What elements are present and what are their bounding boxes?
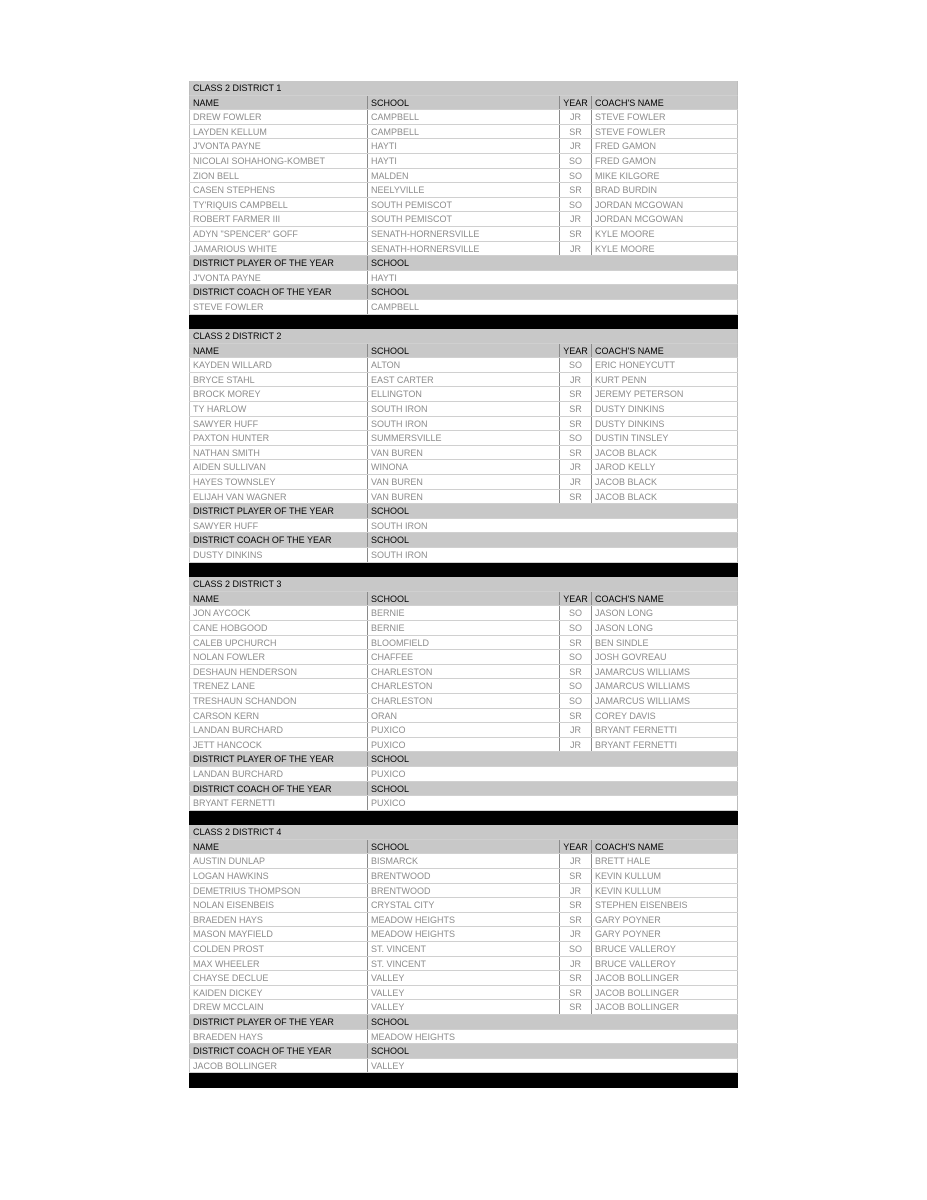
player-coach: JACOB BOLLINGER — [592, 986, 738, 1000]
player-school: MEADOW HEIGHTS — [368, 927, 560, 941]
player-name: CANE HOBGOOD — [189, 621, 368, 635]
player-name: HAYES TOWNSLEY — [189, 475, 368, 489]
table-row — [189, 1000, 738, 1015]
table-row — [189, 227, 738, 242]
player-coach: JACOB BLACK — [592, 475, 738, 489]
player-coach: DUSTY DINKINS — [592, 417, 738, 431]
player-school: SOUTH IRON — [368, 402, 560, 416]
table-row — [189, 373, 738, 388]
player-school: CAMPBELL — [368, 125, 560, 139]
district-section — [189, 329, 738, 577]
player-school: VALLEY — [368, 1000, 560, 1014]
player-school: WINONA — [368, 460, 560, 474]
district-section — [189, 577, 738, 825]
player-coach: DUSTIN TINSLEY — [592, 431, 738, 445]
table-row — [189, 387, 738, 402]
column-header-row — [189, 344, 738, 359]
table-row — [189, 242, 738, 257]
player-year: JR — [560, 460, 592, 474]
district-title-row — [189, 825, 738, 840]
player-coach: JORDAN MCGOWAN — [592, 198, 738, 212]
player-year: SR — [560, 898, 592, 912]
player-school: MALDEN — [368, 169, 560, 183]
table-row — [189, 198, 738, 213]
player-school: MEADOW HEIGHTS — [368, 913, 560, 927]
coach-of-year-school-label: SCHOOL — [368, 285, 738, 299]
player-coach: BRUCE VALLEROY — [592, 957, 738, 971]
player-coach: JACOB BOLLINGER — [592, 971, 738, 985]
section-divider-bar — [189, 1073, 738, 1088]
player-of-year-row — [189, 767, 738, 782]
player-year: SO — [560, 431, 592, 445]
table-row — [189, 738, 738, 753]
table-row — [189, 854, 738, 869]
player-year: SO — [560, 358, 592, 372]
player-of-year-school: SOUTH IRON — [368, 519, 738, 533]
player-year: SO — [560, 679, 592, 693]
player-name: DEMETRIUS THOMPSON — [189, 884, 368, 898]
player-school: SOUTH PEMISCOT — [368, 198, 560, 212]
column-header-row — [189, 840, 738, 855]
player-of-year-name: LANDAN BURCHARD — [189, 767, 368, 781]
player-of-year-row — [189, 519, 738, 534]
player-year: SO — [560, 169, 592, 183]
table-row — [189, 446, 738, 461]
player-name: PAXTON HUNTER — [189, 431, 368, 445]
player-school: VAN BUREN — [368, 490, 560, 504]
player-year: JR — [560, 212, 592, 226]
player-name: ELIJAH VAN WAGNER — [189, 490, 368, 504]
player-name: BRYCE STAHL — [189, 373, 368, 387]
player-year: JR — [560, 373, 592, 387]
player-name: CALEB UPCHURCH — [189, 636, 368, 650]
player-year: SR — [560, 1000, 592, 1014]
player-name: CARSON KERN — [189, 709, 368, 723]
player-name: JON AYCOCK — [189, 606, 368, 620]
player-coach: GARY POYNER — [592, 913, 738, 927]
player-name: COLDEN PROST — [189, 942, 368, 956]
table-row — [189, 723, 738, 738]
coach-of-year-row — [189, 796, 738, 811]
player-of-year-name: SAWYER HUFF — [189, 519, 368, 533]
player-year: SR — [560, 387, 592, 401]
player-school: CRYSTAL CITY — [368, 898, 560, 912]
player-of-year-label: DISTRICT PLAYER OF THE YEAR — [189, 256, 368, 270]
table-row — [189, 898, 738, 913]
player-of-year-school: PUXICO — [368, 767, 738, 781]
table-row — [189, 139, 738, 154]
table-row — [189, 694, 738, 709]
player-school: ST. VINCENT — [368, 942, 560, 956]
player-year: SR — [560, 986, 592, 1000]
coach-of-year-label: DISTRICT COACH OF THE YEAR — [189, 533, 368, 547]
player-name: DREW MCCLAIN — [189, 1000, 368, 1014]
player-name: CHAYSE DECLUE — [189, 971, 368, 985]
player-year: SR — [560, 417, 592, 431]
table-row — [189, 942, 738, 957]
table-row — [189, 971, 738, 986]
district-title-row — [189, 81, 738, 96]
player-year: SR — [560, 913, 592, 927]
player-of-year-school-label: SCHOOL — [368, 752, 738, 766]
player-coach: JACOB BOLLINGER — [592, 1000, 738, 1014]
header-coach: COACH'S NAME — [592, 840, 738, 854]
table-row — [189, 665, 738, 680]
player-year: SR — [560, 636, 592, 650]
player-school: BLOOMFIELD — [368, 636, 560, 650]
player-year: JR — [560, 927, 592, 941]
player-year: JR — [560, 854, 592, 868]
player-name: LANDAN BURCHARD — [189, 723, 368, 737]
table-row — [189, 402, 738, 417]
player-coach: KYLE MOORE — [592, 227, 738, 241]
player-coach: JACOB BLACK — [592, 446, 738, 460]
player-coach: MIKE KILGORE — [592, 169, 738, 183]
player-coach: JEREMY PETERSON — [592, 387, 738, 401]
player-year: SO — [560, 154, 592, 168]
player-coach: JAROD KELLY — [592, 460, 738, 474]
player-of-year-name: J'VONTA PAYNE — [189, 271, 368, 285]
table-row — [189, 417, 738, 432]
table-row — [189, 490, 738, 505]
header-year: YEAR — [560, 592, 592, 606]
header-school: SCHOOL — [368, 840, 560, 854]
player-year: JR — [560, 723, 592, 737]
player-year: SR — [560, 971, 592, 985]
header-coach: COACH'S NAME — [592, 592, 738, 606]
player-year: SO — [560, 621, 592, 635]
player-school: BRENTWOOD — [368, 869, 560, 883]
player-coach: BRYANT FERNETTI — [592, 723, 738, 737]
table-row — [189, 475, 738, 490]
player-school: NEELYVILLE — [368, 183, 560, 197]
player-year: SR — [560, 869, 592, 883]
player-coach: STEVE FOWLER — [592, 110, 738, 124]
header-school: SCHOOL — [368, 96, 560, 110]
coach-of-year-header — [189, 533, 738, 548]
player-name: NATHAN SMITH — [189, 446, 368, 460]
player-year: SO — [560, 942, 592, 956]
player-name: TY HARLOW — [189, 402, 368, 416]
coach-of-year-header — [189, 285, 738, 300]
player-school: ELLINGTON — [368, 387, 560, 401]
player-school: BRENTWOOD — [368, 884, 560, 898]
table-row — [189, 183, 738, 198]
player-school: SENATH-HORNERSVILLE — [368, 227, 560, 241]
player-year: SO — [560, 694, 592, 708]
player-of-year-header — [189, 752, 738, 767]
player-year: JR — [560, 738, 592, 752]
coach-of-year-label: DISTRICT COACH OF THE YEAR — [189, 285, 368, 299]
player-school: CHAFFEE — [368, 650, 560, 664]
header-school: SCHOOL — [368, 344, 560, 358]
district-title: CLASS 2 DISTRICT 2 — [193, 331, 282, 342]
player-of-year-row — [189, 1030, 738, 1045]
player-school: CHARLESTON — [368, 665, 560, 679]
player-of-year-header — [189, 1015, 738, 1030]
column-header-row — [189, 96, 738, 111]
table-row — [189, 358, 738, 373]
player-coach: JASON LONG — [592, 606, 738, 620]
player-school: CAMPBELL — [368, 110, 560, 124]
table-row — [189, 913, 738, 928]
player-coach: KEVIN KULLUM — [592, 869, 738, 883]
player-coach: BRYANT FERNETTI — [592, 738, 738, 752]
coach-of-year-school: PUXICO — [368, 796, 738, 810]
player-name: JAMARIOUS WHITE — [189, 242, 368, 256]
player-coach: FRED GAMON — [592, 139, 738, 153]
district-title: CLASS 2 DISTRICT 4 — [193, 827, 282, 838]
district-section — [189, 81, 738, 329]
player-school: ST. VINCENT — [368, 957, 560, 971]
player-of-year-header — [189, 504, 738, 519]
player-coach: JAMARCUS WILLIAMS — [592, 679, 738, 693]
coach-of-year-school-label: SCHOOL — [368, 782, 738, 796]
player-year: SR — [560, 125, 592, 139]
coach-of-year-name: STEVE FOWLER — [189, 300, 368, 314]
player-of-year-label: DISTRICT PLAYER OF THE YEAR — [189, 752, 368, 766]
player-name: BRAEDEN HAYS — [189, 913, 368, 927]
player-of-year-school-label: SCHOOL — [368, 256, 738, 270]
player-coach: JORDAN MCGOWAN — [592, 212, 738, 226]
player-school: HAYTI — [368, 139, 560, 153]
coach-of-year-school-label: SCHOOL — [368, 1044, 738, 1058]
player-school: SOUTH IRON — [368, 417, 560, 431]
player-name: JETT HANCOCK — [189, 738, 368, 752]
player-of-year-school-label: SCHOOL — [368, 504, 738, 518]
header-school: SCHOOL — [368, 592, 560, 606]
player-name: DREW FOWLER — [189, 110, 368, 124]
coach-of-year-school: SOUTH IRON — [368, 548, 738, 562]
table-row — [189, 460, 738, 475]
player-coach: GARY POYNER — [592, 927, 738, 941]
player-of-year-school-label: SCHOOL — [368, 1015, 738, 1029]
table-row — [189, 650, 738, 665]
table-row — [189, 169, 738, 184]
coach-of-year-label: DISTRICT COACH OF THE YEAR — [189, 1044, 368, 1058]
header-name: NAME — [189, 592, 368, 606]
player-year: SR — [560, 709, 592, 723]
table-row — [189, 884, 738, 899]
player-year: SR — [560, 402, 592, 416]
coach-of-year-school-label: SCHOOL — [368, 533, 738, 547]
district-title: CLASS 2 DISTRICT 1 — [193, 83, 282, 93]
player-coach: DUSTY DINKINS — [592, 402, 738, 416]
table-row — [189, 110, 738, 125]
player-coach: JASON LONG — [592, 621, 738, 635]
table-row — [189, 679, 738, 694]
player-name: LAYDEN KELLUM — [189, 125, 368, 139]
player-school: VAN BUREN — [368, 475, 560, 489]
table-row — [189, 125, 738, 140]
player-name: BROCK MOREY — [189, 387, 368, 401]
table-row — [189, 431, 738, 446]
player-name: J'VONTA PAYNE — [189, 139, 368, 153]
player-name: SAWYER HUFF — [189, 417, 368, 431]
player-coach: KURT PENN — [592, 373, 738, 387]
coach-of-year-name: DUSTY DINKINS — [189, 548, 368, 562]
player-school: CHARLESTON — [368, 694, 560, 708]
coach-of-year-label: DISTRICT COACH OF THE YEAR — [189, 782, 368, 796]
header-name: NAME — [189, 344, 368, 358]
district-section — [189, 825, 738, 1088]
player-of-year-label: DISTRICT PLAYER OF THE YEAR — [189, 1015, 368, 1029]
player-coach: KEVIN KULLUM — [592, 884, 738, 898]
player-year: JR — [560, 139, 592, 153]
section-divider-bar — [189, 563, 738, 578]
player-school: SOUTH PEMISCOT — [368, 212, 560, 226]
table-row — [189, 154, 738, 169]
header-name: NAME — [189, 96, 368, 110]
section-divider-bar — [189, 315, 738, 330]
coach-of-year-row — [189, 548, 738, 563]
player-school: BISMARCK — [368, 854, 560, 868]
player-name: DESHAUN HENDERSON — [189, 665, 368, 679]
player-name: CASEN STEPHENS — [189, 183, 368, 197]
table-row — [189, 709, 738, 724]
coach-of-year-name: BRYANT FERNETTI — [189, 796, 368, 810]
player-name: ZION BELL — [189, 169, 368, 183]
player-school: SENATH-HORNERSVILLE — [368, 242, 560, 256]
player-school: SUMMERSVILLE — [368, 431, 560, 445]
table-row — [189, 869, 738, 884]
coach-of-year-header — [189, 1044, 738, 1059]
player-name: TRENEZ LANE — [189, 679, 368, 693]
player-school: VAN BUREN — [368, 446, 560, 460]
player-name: KAIDEN DICKEY — [189, 986, 368, 1000]
player-coach: JAMARCUS WILLIAMS — [592, 694, 738, 708]
player-year: JR — [560, 957, 592, 971]
column-header-row — [189, 592, 738, 607]
player-coach: BRETT HALE — [592, 854, 738, 868]
player-school: PUXICO — [368, 723, 560, 737]
player-school: CHARLESTON — [368, 679, 560, 693]
player-coach: BRAD BURDIN — [592, 183, 738, 197]
player-name: MASON MAYFIELD — [189, 927, 368, 941]
player-year: SR — [560, 183, 592, 197]
player-coach: BRUCE VALLEROY — [592, 942, 738, 956]
table-row — [189, 606, 738, 621]
player-school: VALLEY — [368, 986, 560, 1000]
player-name: AUSTIN DUNLAP — [189, 854, 368, 868]
player-name: LOGAN HAWKINS — [189, 869, 368, 883]
table-row — [189, 927, 738, 942]
player-name: NOLAN EISENBEIS — [189, 898, 368, 912]
player-name: AIDEN SULLIVAN — [189, 460, 368, 474]
player-school: EAST CARTER — [368, 373, 560, 387]
district-title-row — [189, 329, 738, 344]
player-coach: JAMARCUS WILLIAMS — [592, 665, 738, 679]
player-year: SR — [560, 490, 592, 504]
player-year: SR — [560, 227, 592, 241]
player-name: TY'RIQUIS CAMPBELL — [189, 198, 368, 212]
player-school: BERNIE — [368, 621, 560, 635]
player-year: SR — [560, 665, 592, 679]
player-coach: JOSH GOVREAU — [592, 650, 738, 664]
coach-of-year-row — [189, 1059, 738, 1074]
player-name: MAX WHEELER — [189, 957, 368, 971]
table-row — [189, 212, 738, 227]
player-coach: JACOB BLACK — [592, 490, 738, 504]
player-name: NICOLAI SOHAHONG-KOMBET — [189, 154, 368, 168]
player-year: SO — [560, 198, 592, 212]
player-coach: KYLE MOORE — [592, 242, 738, 256]
player-name: ADYN "SPENCER" GOFF — [189, 227, 368, 241]
district-title-row — [189, 577, 738, 592]
player-year: JR — [560, 884, 592, 898]
player-of-year-name: BRAEDEN HAYS — [189, 1030, 368, 1044]
player-of-year-label: DISTRICT PLAYER OF THE YEAR — [189, 504, 368, 518]
player-of-year-school: MEADOW HEIGHTS — [368, 1030, 738, 1044]
header-year: YEAR — [560, 96, 592, 110]
section-divider-bar — [189, 811, 738, 826]
player-coach: BEN SINDLE — [592, 636, 738, 650]
coach-of-year-header — [189, 782, 738, 797]
player-school: PUXICO — [368, 738, 560, 752]
player-coach: ERIC HONEYCUTT — [592, 358, 738, 372]
table-row — [189, 636, 738, 651]
coach-of-year-school: CAMPBELL — [368, 300, 738, 314]
player-school: ALTON — [368, 358, 560, 372]
coach-of-year-name: JACOB BOLLINGER — [189, 1059, 368, 1073]
player-name: NOLAN FOWLER — [189, 650, 368, 664]
player-school: BERNIE — [368, 606, 560, 620]
player-year: SO — [560, 650, 592, 664]
coach-of-year-row — [189, 300, 738, 315]
player-of-year-header — [189, 256, 738, 271]
player-name: ROBERT FARMER III — [189, 212, 368, 226]
coach-of-year-school: VALLEY — [368, 1059, 738, 1073]
player-coach: FRED GAMON — [592, 154, 738, 168]
player-coach: COREY DAVIS — [592, 709, 738, 723]
player-name: TRESHAUN SCHANDON — [189, 694, 368, 708]
player-of-year-school: HAYTI — [368, 271, 738, 285]
player-name: KAYDEN WILLARD — [189, 358, 368, 372]
table-row — [189, 621, 738, 636]
table-row — [189, 986, 738, 1001]
player-year: JR — [560, 242, 592, 256]
all-district-sheet — [189, 81, 738, 1088]
header-name: NAME — [189, 840, 368, 854]
district-title: CLASS 2 DISTRICT 3 — [193, 579, 282, 590]
header-coach: COACH'S NAME — [592, 344, 738, 358]
table-row — [189, 957, 738, 972]
player-year: JR — [560, 110, 592, 124]
player-year: SO — [560, 606, 592, 620]
player-of-year-row — [189, 271, 738, 286]
player-coach: STEPHEN EISENBEIS — [592, 898, 738, 912]
player-school: VALLEY — [368, 971, 560, 985]
header-year: YEAR — [560, 840, 592, 854]
player-year: JR — [560, 475, 592, 489]
player-school: ORAN — [368, 709, 560, 723]
player-school: HAYTI — [368, 154, 560, 168]
header-coach: COACH'S NAME — [592, 96, 738, 110]
player-coach: STEVE FOWLER — [592, 125, 738, 139]
header-year: YEAR — [560, 344, 592, 358]
player-year: SR — [560, 446, 592, 460]
